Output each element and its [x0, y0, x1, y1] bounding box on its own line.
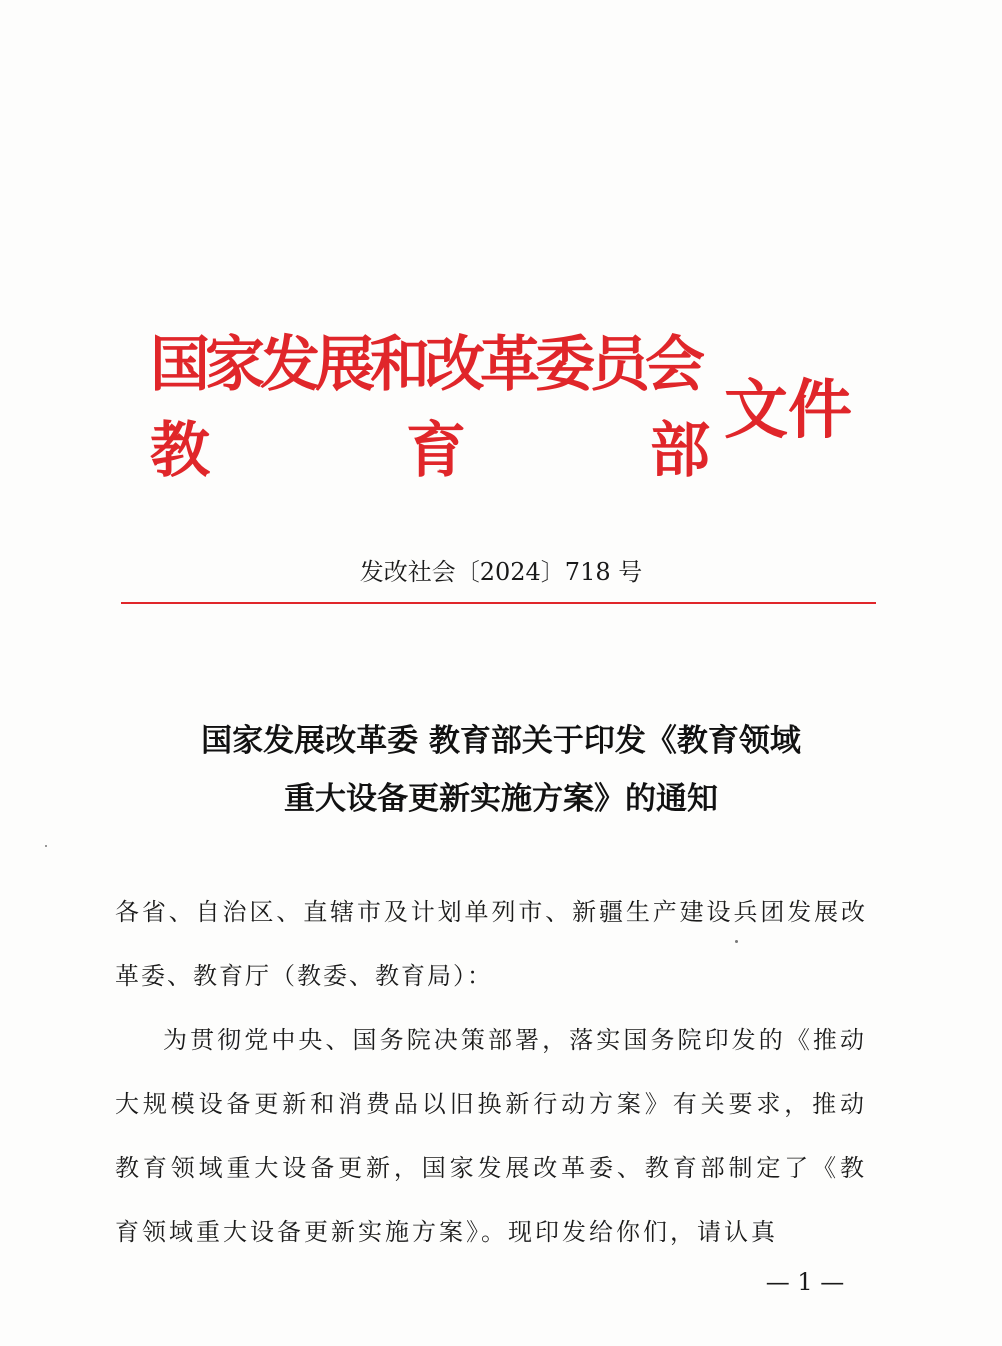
document-number: 发改社会〔2024〕718 号 — [359, 558, 643, 586]
salutation: 各省、自治区、直辖市及计划单列市、新疆生产建设兵团发展改革委、教育厅（教委、教育局）： — [115, 898, 867, 990]
body-paragraph-1: 为贯彻党中央、国务院决策部署，落实国务院印发的《推动大规模设备更新和消费品以旧换新行动方案》有关要求，推动教育领域重大设备更新，国家发展改革委、教育部制定了《教育领域重大设备更新实施方案》。现印发给你们，请认真 — [115, 1026, 867, 1246]
scan-speck — [45, 845, 47, 847]
issuer-line-1: 国家发展和改革委员会 — [150, 330, 700, 400]
title-line-2: 重大设备更新实施方案》的通知 — [284, 781, 718, 817]
issuer-char-jiao: 教 — [150, 416, 210, 486]
title-line-1: 国家发展改革委 教育部关于印发《教育领域 — [201, 723, 801, 759]
document-header — [150, 330, 870, 495]
document-title — [0, 712, 1002, 828]
red-divider — [121, 602, 876, 604]
document-body — [115, 880, 867, 1264]
scan-speck — [735, 940, 738, 943]
page-number: — 1 — — [765, 1268, 845, 1296]
doc-type-label: 文件 — [724, 373, 852, 448]
issuer-char-bu: 部 — [650, 416, 710, 486]
issuer-char-yu: 育 — [406, 416, 466, 486]
